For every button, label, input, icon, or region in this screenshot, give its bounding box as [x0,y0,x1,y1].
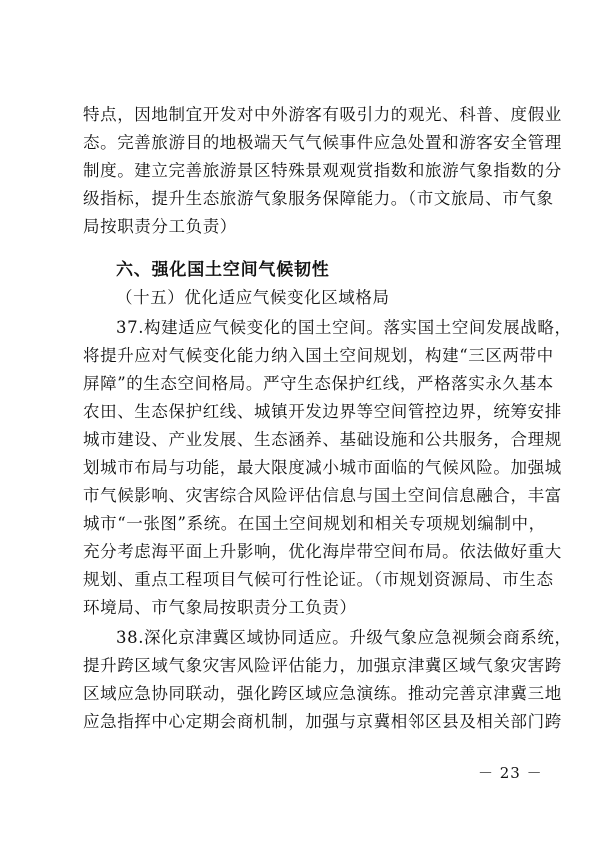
item-38-line: 区域应急协同联动，强化跨区域应急演练。推动完善京津冀三地 [83,684,562,703]
item-37-line: 市气候影响、灾害综合风险评估信息与国土空间信息融合，丰富 [83,486,562,505]
item-38-line: 38.深化京津冀区域协同适应。升级气象应急视频会商系统， [116,628,572,647]
item-37-line: 城市“一张图”系统。在国土空间规划和相关专项规划编制中， [83,514,546,533]
item-37-line: 划城市布局与功能，最大限度减小城市面临的气候风险。加强城 [83,458,562,477]
text-line: 局按职责分工负责） [83,217,237,236]
item-38-line: 应急指挥中心定期会商机制，加强与京冀相邻区县及相关部门跨 [83,712,562,731]
item-37-line: 环境局、市气象局按职责分工负责） [83,598,357,617]
text-line: 态。完善旅游目的地极端天气气候事件应急处置和游客安全管理 [83,133,562,152]
subsection-heading: （十五）优化适应气候变化区域格局 [116,288,390,307]
section-heading: 六、强化国土空间气候韧性 [116,260,330,280]
text-line: 级指标，提升生态旅游气象服务保障能力。（市文旅局、市气象 [83,189,554,208]
page-number: － 23 － [478,764,543,782]
text-line: 制度。建立完善旅游景区特殊景观观赏指数和旅游气象指数的分 [83,161,562,180]
item-37-line: 规划、重点工程项目气候可行性论证。（市规划资源局、市生态 [83,570,554,589]
item-37-line: 城市建设、产业发展、生态涵养、基础设施和公共服务，合理规 [83,430,562,449]
item-37-line: 37.构建适应气候变化的国土空间。落实国土空间发展战略， [116,318,572,337]
item-37-line: 将提升应对气候变化能力纳入国土空间规划，构建“三区两带中 [83,346,554,365]
item-37-line: 充分考虑海平面上升影响，优化海岸带空间布局。依法做好重大 [83,542,562,561]
item-37-line: 屏障”的生态空间格局。严守生态保护红线，严格落实永久基本 [83,374,554,393]
item-37-line: 农田、生态保护红线、城镇开发边界等空间管控边界，统筹安排 [83,402,562,421]
text-line: 特点，因地制宜开发对中外游客有吸引力的观光、科普、度假业 [83,105,562,124]
item-38-line: 提升跨区域气象灾害风险评估能力，加强京津冀区域气象灾害跨 [83,656,562,675]
